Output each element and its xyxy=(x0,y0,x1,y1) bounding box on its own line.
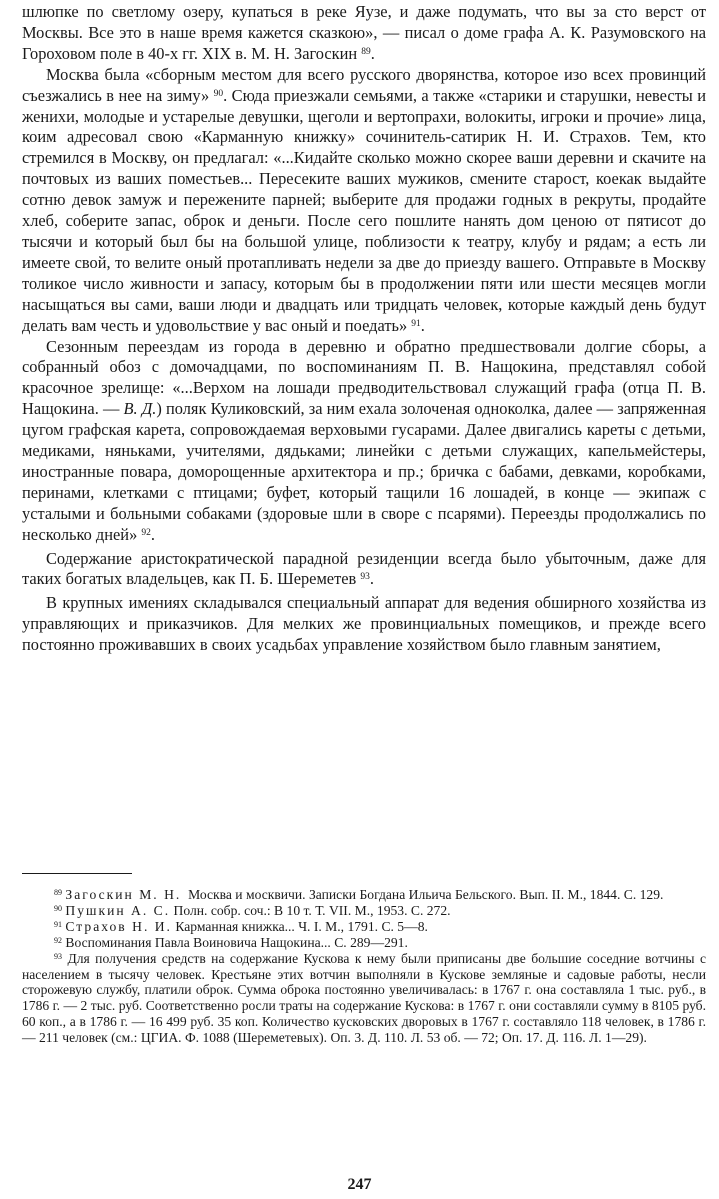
paragraph: Содержание аристократической парадной резиденции всегда было убыточным, даже для таких богатых владельцев, как П. Б. Шереметев $^{93}$. xyxy=(22,548,706,589)
footnote-text: Для получения средств на содержание Кускова к нему были приписаны две большие соседние вотчины с населением в тысячу человек. Крестьяне этих вотчин выполняли в Кускове земляные и садовые работы, несли сторожевую службу, платили оброк. Сумма оброка постоянно увеличивалась: в 1767 г. она составляла 1 тыс. руб., в 1786 г. — 2 тыс. руб. Соответственно росли траты на содержание Кускова: в 1767 г. они составляли сумму в 8105 руб. 60 коп., а в 1786 г. — 16 499 руб. 35 коп. Количество кусковских дворовых в 1767 г. составляло 118 человек, в 1786 г. — 211 человек (см.: ЦГИА. Ф. 1088 (Шереметевых). Оп. 3. Д. 110. Л. 53 об. — 72; Оп. 17. Д. 116. Л. 1—29). xyxy=(22,950,706,1046)
paragraph-text: ) поляк Куликовский, за ним ехала золоченая одноколка, далее — запряженная цугом графская карета, сопровождаемая верховыми гусарами. Далее двигались кареты с детьми, медиками, няньками, учителями, дядьками; линейки с детьми служащих, капельмейстеры, иностранные повара, доморощенные архитектора и пр.; бричка с бабами, девками, коробками, перинами, клетками с птицами; буфет, который тащили 16 лошадей, в конце — экипаж с усталыми и больными собаками (здоровые шли в своре с псарями). Переезды продолжались по несколько дней» xyxy=(22,399,706,544)
paragraph-text: Москва была «сборным местом для всего русского дворянства, которое изо всех провинций съезжались в нее на зиму» xyxy=(22,64,706,105)
footnote-text: Воспоминания Павла Воиновича Нащокина... С. 289—291. xyxy=(65,934,408,950)
footnotes xyxy=(22,887,706,1046)
paragraph-text: В крупных имениях складывался специальный аппарат для ведения обширного хозяйства из управляющих и приказчиков. Для мелких же провинциальных помещиков, и прежде всего постоянно проживавших в своих усадьбах управление хозяйством было главным занятием, xyxy=(22,593,706,655)
footnote xyxy=(22,951,706,1046)
paragraph-text: Сезонным переездам из города в деревню и обратно предшествовали долгие сборы, а собранный обоз с домочадцами, по воспоминаниям П. В. Нащокина, представлял собой красочное зрелище: «...Верхом на лошади предводительствовал служащий графа (отца П. В. Нащокина. — xyxy=(22,336,706,419)
footnote-number: 89 xyxy=(54,888,62,897)
footnote-ref: 89 xyxy=(361,46,371,57)
footnote-ref: 90 xyxy=(213,88,224,99)
footnote xyxy=(22,903,706,919)
author-initials: В. Д. xyxy=(123,399,157,419)
footnote-author: Загоскин М. Н. xyxy=(65,887,182,902)
footnote-ref: 93 xyxy=(360,572,370,583)
paragraph: Сезонным переездам из города в деревню и обратно предшествовали долгие сборы, а собранный обоз с домочадцами, по воспоминаниям П. В. Нащокина, представлял собой красочное зрелище: «...Верхом на лошади предводительствовал служащий графа (отца П. В. Нащокина. — В. Д.) поляк Куликовский, за ним ехала золоченая одноколка, далее — запряженная цугом графская карета, сопровождаемая верховыми гусарами. Далее двигались кареты с детьми, медиками, няньками, учителями, дядьками; линейки с детьми служащих, капельмейстеры, иностранные повара, доморощенные архитектора и пр.; бричка с бабами, девками, коробками, перинами, клетками с птицами; буфет, который тащили 16 лошадей, в конце — экипаж с усталыми и больными собаками (здоровые шли в своре с псарями). Переезды продолжались по несколько дней» $^{92}$. xyxy=(22,336,706,544)
footnote xyxy=(22,919,706,935)
footnote xyxy=(22,935,706,951)
footnote-author: Пушкин А. С. xyxy=(65,902,171,918)
footnote-ref: 91 xyxy=(411,318,421,329)
main-text xyxy=(22,2,706,656)
footnote-number: 92 xyxy=(54,935,62,945)
footnote xyxy=(22,887,706,903)
paragraph-text: . Сюда приезжали семьями, а также «старики и старушки, невесты и женихи, молодые и устарелые девушки, щеголи и вертопрахи, волокиты, игроки и прочие» лица, коим адресовал свою «Карманную книжку» сочинитель-сатирик Н. И. Страхов. Тем, кто стремился в Москву, он предлагал: «...Кидайте сколько можно скорее ваши деревни и скачите на почтовых из ваших поместьев... Пересеките ваших мужиков, смените старост, коекак выдайте сотню девок замуж и пережените парней; выберите для продажи годных в рекруты, продайте хлеб, соберите запас, оброк и деньги. После сего пошлите нанять дом ценою от пятисот до тысячи и который был бы на большой улице, поблизости к театру, клубу и рядам; а есть ли имеете свой, то велите оный протапливать недели за две до приезду вашего. Отправьте в Москву толикое число живности и запасу, которым бы в продолжении пяти или шести месяцев могли насыщаться вы сами, ваши люди и двадцать или тридцать человек, которые каждый день будут делать вам честь и удовольствие у вас оный и поедать» xyxy=(22,85,706,335)
footnote-author: Страхов Н. И. xyxy=(65,918,172,934)
paragraph: Москва была «сборным местом для всего русского дворянства, которое изо всех провинций съезжались в нее на зиму» $^{90}$. Сюда приезжали семьями, а также «старики и старушки, невесты и женихи, молодые и устарелые девушки, щеголи и вертопрахи, волокиты, игроки и прочие» лица, коим адресовал свою «Карманную книжку» сочинитель-сатирик Н. И. Страхов. Тем, кто стремился в Москву, он предлагал: «...Кидайте сколько можно скорее ваши деревни и скачите на почтовых из ваших поместьев... Пересеките ваших мужиков, смените старост, коекак выдайте сотню девок замуж и пережените парней; выберите для продажи годных в рекруты, продайте хлеб, соберите запас, оброк и деньги. После сего пошлите нанять дом ценою от пятисот до тысячи и который был бы на большой улице, поблизости к театру, клубу и рядам; а есть ли имеете свой, то велите оный протапливать недели за две до приезду вашего. Отправьте в Москву толикое число живности и запасу, которым бы в продолжении пяти или шести месяцев могли насыщаться вы сами, ваши люди и двадцать или тридцать человек, которые каждый день будут делать вам честь и удовольствие у вас оный и поедать» $^{91}$. xyxy=(22,64,706,335)
paragraph-text: Содержание аристократической парадной резиденции всегда было убыточным, даже для таких богатых владельцев, как П. Б. Шереметев xyxy=(22,548,706,589)
footnote-text: Карманная книжка... Ч. I. М., 1791. С. 5—8. xyxy=(175,918,428,934)
footnote-number: 91 xyxy=(54,919,62,929)
paragraph xyxy=(22,593,706,656)
paragraph: шлюпке по светлому озеру, купаться в реке Яузе, и даже подумать, что вы за сто верст от Москвы. Все это в наше время кажется сказкою», — писал о доме графа А. К. Разумовского на Гороховом поле в 40-х гг. XIX в. М. Н. Загоскин $^{89}$. xyxy=(22,2,706,63)
footnote-text: Полн. собр. соч.: В 10 т. Т. VII. М., 1953. С. 272. xyxy=(173,902,451,918)
footnote-divider xyxy=(22,873,132,874)
page-number: 247 xyxy=(347,1176,372,1193)
footnote-number: 90 xyxy=(54,903,62,913)
footnote-ref: 92 xyxy=(141,527,151,538)
footnote-number: 93 xyxy=(54,951,62,961)
footnote-text: Москва и москвичи. Записки Богдана Ильича Бельского. Вып. II. М., 1844. С. 129. xyxy=(188,887,664,902)
paragraph-text: шлюпке по светлому озеру, купаться в реке Яузе, и даже подумать, что вы за сто верст от Москвы. Все это в наше время кажется сказкою», — писал о доме графа А. К. Разумовского на Гороховом поле в 40-х гг. XIX в. М. Н. Загоскин xyxy=(22,2,706,63)
